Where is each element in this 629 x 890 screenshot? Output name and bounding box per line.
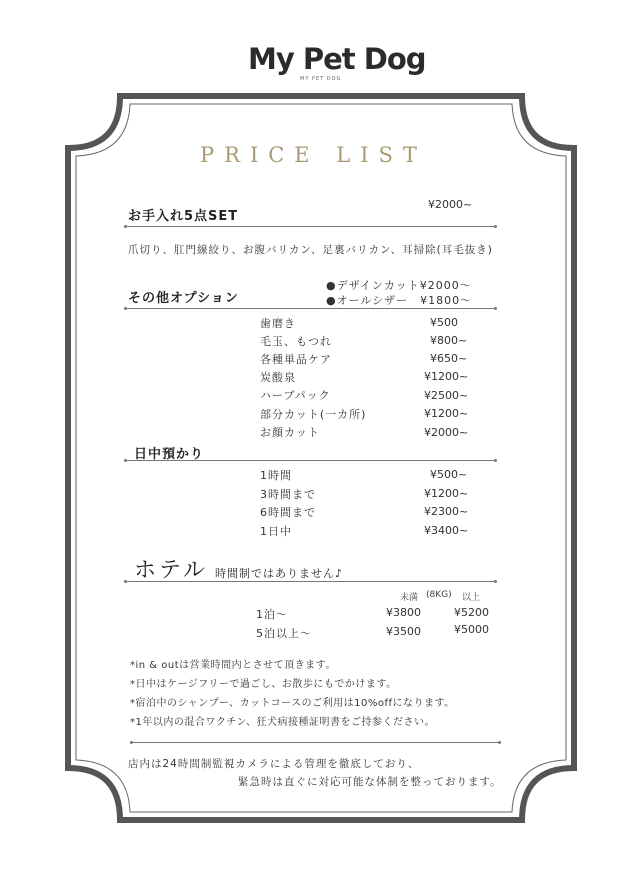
hotel-col-over: 以上 [462,593,481,603]
brand-logo-sub: MY PET DOG [300,76,342,82]
section-divider [126,226,496,227]
option-item-name: 各種単品ケア [260,353,332,366]
option-item-price: ¥650~ [430,352,468,365]
divider-dot [494,225,497,228]
daycare-item-price: ¥1200~ [424,487,469,500]
brand-logo: My Pet Dog [248,42,426,76]
option-item-name: ハーブパック [260,389,331,402]
hotel-col-under: 未満 [400,593,419,603]
divider-dot [494,459,497,462]
hotel-row-over: ¥5200 [454,606,489,619]
option-extra: ●デザインカット¥2000〜 [326,279,472,292]
daycare-item-name: 6時間まで [260,506,316,519]
divider-dot [124,459,127,462]
hotel-col-weight: (8KG) [426,590,452,600]
hotel-heading: ホテル [134,558,208,583]
option-item-name: 部分カット(一カ所) [260,408,367,421]
divider-dot [124,307,127,310]
note-line: *in & outは営業時間内とさせて頂きます。 [130,660,336,671]
option-item-price: ¥2000~ [424,426,469,439]
note-line: *宿泊中のシャンプー、カットコースのご利用は10%offになります。 [130,698,455,709]
option-item-price: ¥2500~ [424,389,469,402]
daycare-item-price: ¥500~ [430,468,468,481]
footer-line: 店内は24時間制監視カメラによる管理を徹底しており、 [128,758,420,770]
options-heading: その他オプション [128,291,239,306]
daycare-item-name: 3時間まで [260,488,316,501]
note-line: *1年以内の混合ワクチン、狂犬病接種証明書をご持参ください。 [130,717,436,728]
grooming-set-heading: お手入れ5点SET [128,209,239,224]
section-divider [132,742,500,743]
note-line: *日中はケージフリーで過ごし、お散歩にもでかけます。 [130,679,397,690]
option-item-name: 炭酸泉 [260,371,296,384]
hotel-row-name: 1泊〜 [256,608,288,621]
hotel-row-under: ¥3800 [386,606,421,619]
divider-dot [498,741,501,744]
section-divider [126,308,496,309]
divider-dot [494,580,497,583]
hotel-row-over: ¥5000 [454,623,489,636]
hotel-row-name: 5泊以上〜 [256,627,312,640]
grooming-set-price: ¥2000~ [428,198,473,211]
divider-dot [130,741,133,744]
option-extra: ●オールシザー ¥1800〜 [326,294,473,307]
divider-dot [494,307,497,310]
divider-dot [124,225,127,228]
option-item-price: ¥500 [430,316,458,329]
page-title: PRICE LIST [200,143,427,167]
section-divider [126,460,496,461]
option-item-price: ¥1200~ [424,407,469,420]
daycare-heading: 日中預かり [134,447,205,462]
option-item-name: 歯磨き [260,317,296,330]
hotel-row-under: ¥3500 [386,625,421,638]
daycare-item-price: ¥2300~ [424,505,469,518]
grooming-set-description: 爪切り、肛門線絞り、お腹バリカン、足裏バリカン、耳掃除(耳毛抜き) [128,244,493,256]
hotel-note: 時間制ではありません♪ [215,567,344,580]
option-item-name: お顔カット [260,426,320,439]
daycare-item-name: 1時間 [260,469,292,482]
daycare-item-name: 1日中 [260,525,292,538]
divider-dot [124,580,127,583]
section-divider [126,581,496,582]
option-item-price: ¥1200~ [424,370,469,383]
footer-line: 緊急時は直ぐに対応可能な体制を整っております。 [238,776,502,788]
option-item-name: 毛玉、もつれ [260,335,332,348]
option-item-price: ¥800~ [430,334,468,347]
daycare-item-price: ¥3400~ [424,524,469,537]
